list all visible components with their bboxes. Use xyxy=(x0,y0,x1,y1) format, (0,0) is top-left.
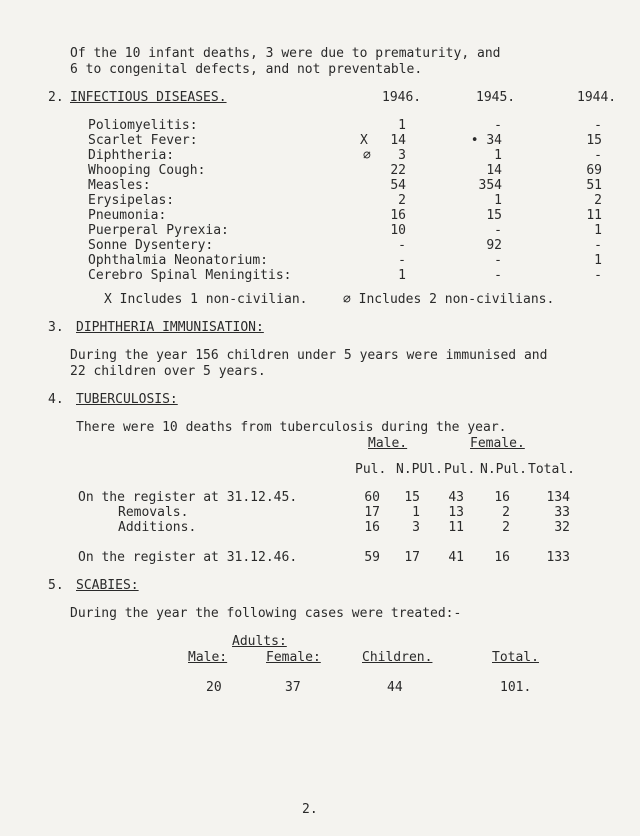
cell: 2 xyxy=(502,505,510,520)
section-2-heading: INFECTIOUS DISEASES. xyxy=(70,90,227,105)
value-1944: 2 xyxy=(594,193,602,208)
value-1945: - xyxy=(494,268,502,283)
value-1944: - xyxy=(594,268,602,283)
footnote-mark: X xyxy=(360,133,368,148)
value-1946: 14 xyxy=(390,133,406,148)
intro-line-1: Of the 10 infant deaths, 3 were due to prematurity, and xyxy=(70,46,501,61)
section-3-number: 3. xyxy=(48,320,64,335)
section-3-heading: DIPHTHERIA IMMUNISATION: xyxy=(76,320,264,335)
cell: 2 xyxy=(502,520,510,535)
value-1944: 69 xyxy=(586,163,602,178)
value-1945: 1 xyxy=(494,193,502,208)
section-5-heading: SCABIES: xyxy=(76,578,139,593)
value-1944: - xyxy=(594,238,602,253)
adults-header: Adults: xyxy=(232,634,287,649)
disease-name: Erysipelas: xyxy=(88,193,175,208)
s5-intro: During the year the following cases were treated:- xyxy=(70,606,462,621)
value-1944: - xyxy=(594,148,602,163)
section-5-number: 5. xyxy=(48,578,64,593)
cell: 11 xyxy=(448,520,464,535)
value-1946: 2 xyxy=(398,193,406,208)
value-1946: 1 xyxy=(398,268,406,283)
disease-name: Poliomyelitis: xyxy=(88,118,198,133)
cell: 41 xyxy=(448,550,464,565)
cell: 59 xyxy=(364,550,380,565)
section-4-heading: TUBERCULOSIS: xyxy=(76,392,178,407)
cell: 133 xyxy=(546,550,570,565)
value-1945: - xyxy=(494,223,502,238)
scabies-total-value: 101. xyxy=(500,680,532,695)
year-1944: 1944. xyxy=(577,90,617,105)
disease-name: Cerebro Spinal Meningitis: xyxy=(88,268,292,283)
row-label: On the register at 31.12.45. xyxy=(78,490,298,505)
footnote-phi: ∅ Includes 2 non-civilians. xyxy=(343,292,555,307)
scabies-header-male: Male: xyxy=(188,650,228,665)
year-1945: 1945. xyxy=(476,90,516,105)
value-1944: 15 xyxy=(586,133,602,148)
disease-name: Ophthalmia Neonatorium: xyxy=(88,253,269,268)
col-header: N.PUl. xyxy=(396,462,443,477)
value-1946: 54 xyxy=(390,178,406,193)
value-1946: - xyxy=(398,253,406,268)
value-1946: 22 xyxy=(390,163,406,178)
s4-intro: There were 10 deaths from tuberculosis during the year. xyxy=(76,420,507,435)
value-1945: • 34 xyxy=(470,133,502,148)
cell: 17 xyxy=(404,550,420,565)
cell: 134 xyxy=(546,490,570,505)
cell: 43 xyxy=(448,490,464,505)
value-1945: 92 xyxy=(486,238,502,253)
cell: 15 xyxy=(404,490,420,505)
value-1945: 15 xyxy=(486,208,502,223)
cell: 3 xyxy=(412,520,420,535)
cell: 16 xyxy=(364,520,380,535)
cell: 13 xyxy=(448,505,464,520)
disease-name: Pneumonia: xyxy=(88,208,167,223)
cell: 1 xyxy=(412,505,420,520)
scabies-header-children: Children. xyxy=(362,650,433,665)
s3-line-1: During the year 156 children under 5 years were immunised and xyxy=(70,348,548,363)
value-1946: 1 xyxy=(398,118,406,133)
row-label: Removals. xyxy=(118,505,189,520)
row-label: On the register at 31.12.46. xyxy=(78,550,298,565)
value-1944: 51 xyxy=(586,178,602,193)
disease-name: Diphtheria: xyxy=(88,148,175,163)
cell: 17 xyxy=(364,505,380,520)
value-1946: - xyxy=(398,238,406,253)
value-1946: 16 xyxy=(390,208,406,223)
value-1945: - xyxy=(494,118,502,133)
col-header: Pul. xyxy=(444,462,476,477)
value-1946: 3 xyxy=(398,148,406,163)
disease-name: Whooping Cough: xyxy=(88,163,206,178)
cell: 32 xyxy=(554,520,570,535)
cell: 33 xyxy=(554,505,570,520)
value-1945: - xyxy=(494,253,502,268)
s3-line-2: 22 children over 5 years. xyxy=(70,364,266,379)
value-1946: 10 xyxy=(390,223,406,238)
value-1945: 14 xyxy=(486,163,502,178)
scabies-header-total: Total. xyxy=(492,650,539,665)
year-1946: 1946. xyxy=(382,90,422,105)
disease-name: Measles: xyxy=(88,178,151,193)
footnote-x: X Includes 1 non-civilian. xyxy=(104,292,308,307)
scabies-children-value: 44 xyxy=(387,680,403,695)
disease-name: Scarlet Fever: xyxy=(88,133,198,148)
female-header: Female. xyxy=(470,436,525,451)
disease-name: Puerperal Pyrexia: xyxy=(88,223,229,238)
cell: 60 xyxy=(364,490,380,505)
intro-line-2: 6 to congenital defects, and not preventable. xyxy=(70,62,423,77)
scabies-female-value: 37 xyxy=(285,680,301,695)
value-1945: 354 xyxy=(478,178,502,193)
value-1944: 11 xyxy=(586,208,602,223)
male-header: Male. xyxy=(368,436,408,451)
row-label: Additions. xyxy=(118,520,197,535)
scabies-header-female: Female: xyxy=(266,650,321,665)
col-header: N.Pul. xyxy=(480,462,527,477)
value-1945: 1 xyxy=(494,148,502,163)
footnote-mark: ∅ xyxy=(363,148,371,163)
col-header: Pul. xyxy=(355,462,387,477)
disease-name: Sonne Dysentery: xyxy=(88,238,214,253)
scabies-male-value: 20 xyxy=(206,680,222,695)
value-1944: 1 xyxy=(594,223,602,238)
section-2-number: 2. xyxy=(48,90,64,105)
value-1944: 1 xyxy=(594,253,602,268)
cell: 16 xyxy=(494,490,510,505)
col-header: Total. xyxy=(528,462,575,477)
page-number: 2. xyxy=(302,802,318,817)
section-4-number: 4. xyxy=(48,392,64,407)
value-1944: - xyxy=(594,118,602,133)
cell: 16 xyxy=(494,550,510,565)
